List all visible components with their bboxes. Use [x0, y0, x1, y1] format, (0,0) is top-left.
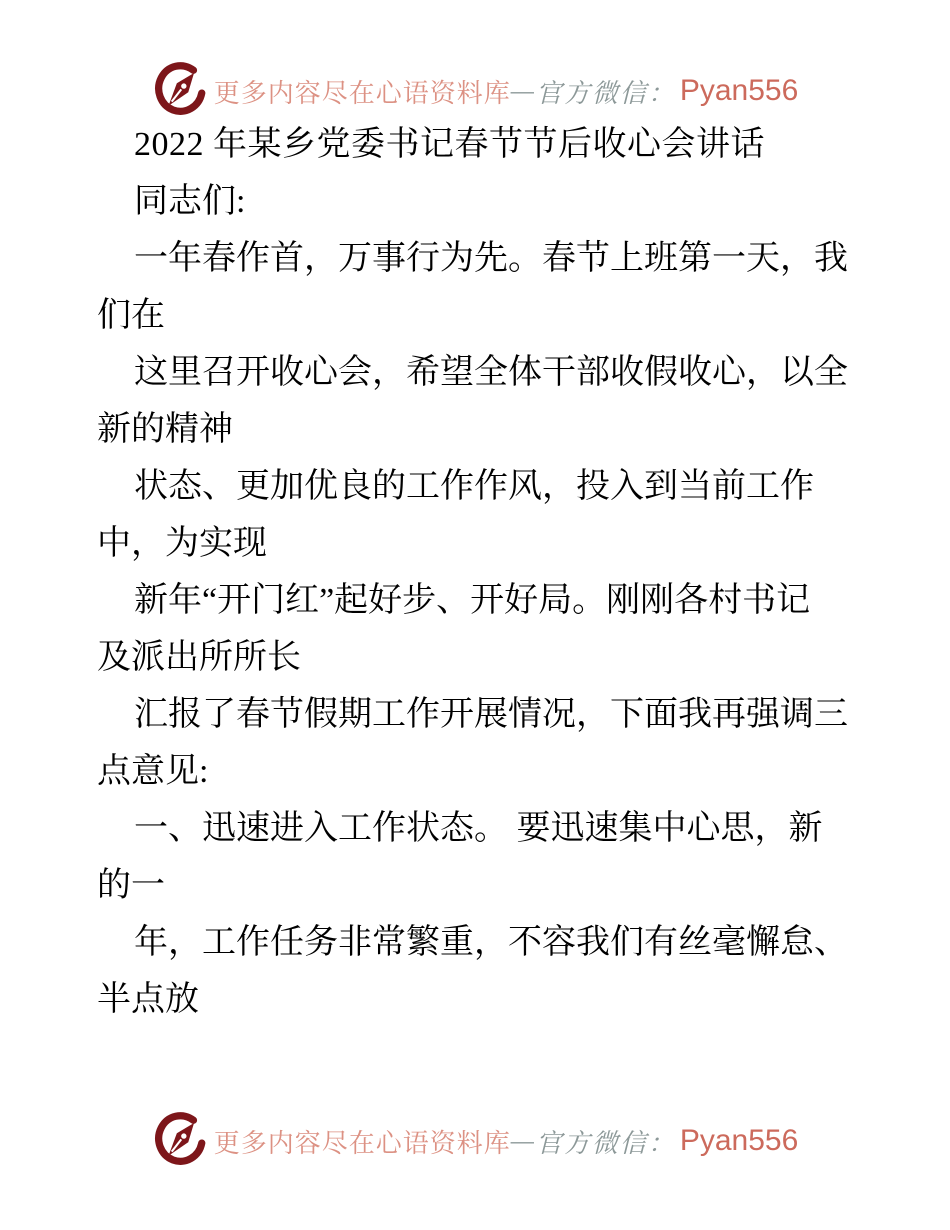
document-body: [97, 116, 877, 1028]
watermark-wechat-label: 官方微信：: [535, 1128, 676, 1158]
pen-nib-swirl-icon: [152, 62, 208, 120]
text-line: 一年春作首，万事行为先。春节上班第一天，我: [134, 240, 848, 277]
footer-watermark: [0, 1112, 950, 1170]
text-line: 新年“开门红”起好步、开好局。刚刚各村书记: [134, 582, 811, 619]
text-line: 年，工作任务非常繁重，不容我们有丝毫懈怠、: [134, 924, 848, 961]
text-line: 这里召开收心会，希望全体干部收假收心，以全: [134, 354, 848, 391]
text-line: 一、迅速进入工作状态。 要迅速集中心思，新: [134, 810, 823, 847]
header-watermark: [0, 62, 950, 120]
text-line: 及派出所所长: [97, 639, 301, 676]
text-line: 半点放: [97, 981, 199, 1018]
text-line: 点意见:: [97, 753, 209, 790]
text-line: 汇报了春节假期工作开展情况，下面我再强调三: [134, 696, 848, 733]
watermark-wechat-id: Pyan556: [679, 74, 799, 107]
text-line: 的一: [97, 867, 165, 904]
text-line: 同志们:: [134, 183, 246, 220]
text-line: 状态、更加优良的工作作风，投入到当前工作: [134, 468, 814, 505]
text-line: 新的精神: [97, 411, 233, 448]
pen-nib-swirl-icon: [152, 1112, 208, 1170]
watermark-wechat-id: Pyan556: [679, 1124, 799, 1157]
text-line: 们在: [97, 297, 165, 334]
watermark-wechat-label: 官方微信：: [535, 78, 676, 108]
watermark-brand-text: 更多内容尽在心语资料库: [213, 78, 511, 108]
document-title: 2022 年某乡党委书记春节节后收心会讲话: [134, 126, 765, 163]
watermark-separator: —: [510, 1126, 536, 1155]
text-line: 中，为实现: [97, 525, 267, 562]
watermark-separator: —: [510, 76, 536, 105]
watermark-brand-text: 更多内容尽在心语资料库: [213, 1128, 511, 1158]
